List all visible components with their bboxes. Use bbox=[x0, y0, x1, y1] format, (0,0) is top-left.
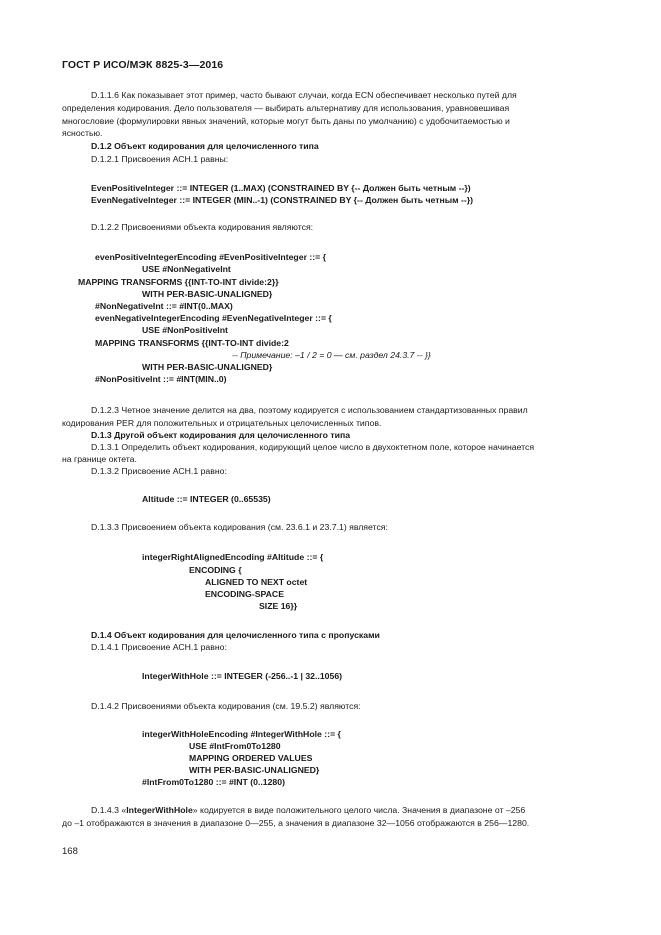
code-comment: -- Примечание: –1 / 2 = 0 — см. раздел 24.3.7 -- }} bbox=[232, 350, 431, 360]
paragraph-line: D.1.3.1 Определить объект кодирования, кодирующий целое число в двухоктетном поле, которое начинается bbox=[91, 442, 535, 452]
section-heading: D.1.2 Объект кодирования для целочисленного типа bbox=[91, 141, 319, 151]
code-line: USE #NonPositiveInt bbox=[142, 325, 228, 335]
code-line: IntegerWithHole ::= INTEGER (-256..-1 | 32..1056) bbox=[142, 671, 343, 681]
code-line: EvenPositiveInteger ::= INTEGER (1..MAX) (CONSTRAINED BY {-- Должен быть четным --}) bbox=[91, 183, 471, 193]
section-heading: D.1.3 Другой объект кодирования для целочисленного типа bbox=[91, 430, 351, 440]
code-line: #NonNegativeInt ::= #INT(0..MAX) bbox=[95, 301, 233, 311]
paragraph-line: на границе октета. bbox=[62, 454, 137, 464]
paragraph-line: D.1.3.2 Присвоение АСН.1 равно: bbox=[91, 466, 227, 476]
paragraph-text: » кодируется в виде положительного целого числа. Значения в диапазоне от –256 bbox=[192, 805, 526, 815]
paragraph-line bbox=[91, 805, 525, 816]
code-line: MAPPING ORDERED VALUES bbox=[189, 753, 313, 763]
code-line: USE #NonNegativeInt bbox=[142, 264, 231, 274]
code-line: WITH PER-BASIC-UNALIGNED} bbox=[142, 289, 273, 299]
code-line: EvenNegativeInteger ::= INTEGER (MIN..-1) (CONSTRAINED BY {-- Должен быть четным --}) bbox=[91, 195, 474, 205]
code-line: ALIGNED TO NEXT octet bbox=[205, 577, 308, 587]
paragraph-line: определения кодирования. Дело пользователя — выбирать альтернативу для использования, уравновешивая bbox=[62, 103, 510, 113]
paragraph-line: до –1 отображаются в значения в диапазоне 0—255, а значения в диапазоне 32—1056 отображаются в 256—1280. bbox=[62, 818, 530, 828]
code-line: evenPositiveIntegerEncoding #EvenPositiveInteger ::= { bbox=[95, 252, 327, 262]
paragraph-line: ясностью. bbox=[62, 128, 103, 138]
paragraph-line: D.1.4.1 Присвоение АСН.1 равно: bbox=[91, 642, 227, 652]
code-line: WITH PER-BASIC-UNALIGNED} bbox=[142, 362, 273, 372]
paragraph-line: кодирования PER для положительных и отрицательных целочисленных типов. bbox=[62, 418, 382, 428]
code-line: ENCODING-SPACE bbox=[205, 589, 284, 599]
section-heading: D.1.4 Объект кодирования для целочисленного типа с пропусками bbox=[91, 630, 380, 640]
paragraph-line: D.1.2.3 Четное значение делится на два, поэтому кодируется с использованием стандартизованных правил bbox=[91, 405, 528, 415]
code-line: USE #IntFrom0To1280 bbox=[189, 741, 281, 751]
document-header: ГОСТ Р ИСО/МЭК 8825-3—2016 bbox=[62, 59, 224, 71]
inline-term: IntegerWithHole bbox=[126, 805, 193, 815]
code-line: evenNegativeIntegerEncoding #EvenNegativeInteger ::= { bbox=[95, 313, 332, 323]
code-line: MAPPING TRANSFORMS {{INT-TO-INT divide:2}} bbox=[78, 277, 279, 287]
paragraph-line: D.1.2.2 Присвоениями объекта кодирования являются: bbox=[91, 222, 314, 232]
code-line: integerWithHoleEncoding #IntegerWithHole ::= { bbox=[142, 729, 341, 739]
code-line: #NonPositiveInt ::= #INT(MIN..0) bbox=[95, 374, 227, 384]
paragraph-line: D.1.3.3 Присвоением объекта кодирования (см. 23.6.1 и 23.7.1) является: bbox=[91, 522, 388, 532]
paragraph-line: D.1.4.2 Присвоениями объекта кодирования (см. 19.5.2) являются: bbox=[91, 701, 361, 711]
paragraph-line: D.1.1.6 Как показывает этот пример, часто бывают случаи, когда ECN обеспечивает несколько путей для bbox=[91, 90, 517, 100]
code-line: MAPPING TRANSFORMS {{INT-TO-INT divide:2 bbox=[95, 338, 289, 348]
code-line: integerRightAlignedEncoding #Altitude ::= { bbox=[142, 552, 324, 562]
code-line: #IntFrom0To1280 ::= #INT (0..1280) bbox=[142, 777, 285, 787]
paragraph-line: многословие (формулировки явных значений, которые могут быть даны по умолчанию) с удобочитаемостью и bbox=[62, 116, 510, 126]
code-line: SIZE 16}} bbox=[259, 601, 298, 611]
paragraph-text: D.1.4.3 « bbox=[91, 805, 127, 815]
code-line: ENCODING { bbox=[189, 565, 242, 575]
code-line: WITH PER-BASIC-UNALIGNED} bbox=[189, 765, 320, 775]
paragraph-line: D.1.2.1 Присвоения АСН.1 равны: bbox=[91, 154, 229, 164]
code-line: Altitude ::= INTEGER (0..65535) bbox=[142, 494, 271, 504]
page-number: 168 bbox=[62, 846, 78, 857]
